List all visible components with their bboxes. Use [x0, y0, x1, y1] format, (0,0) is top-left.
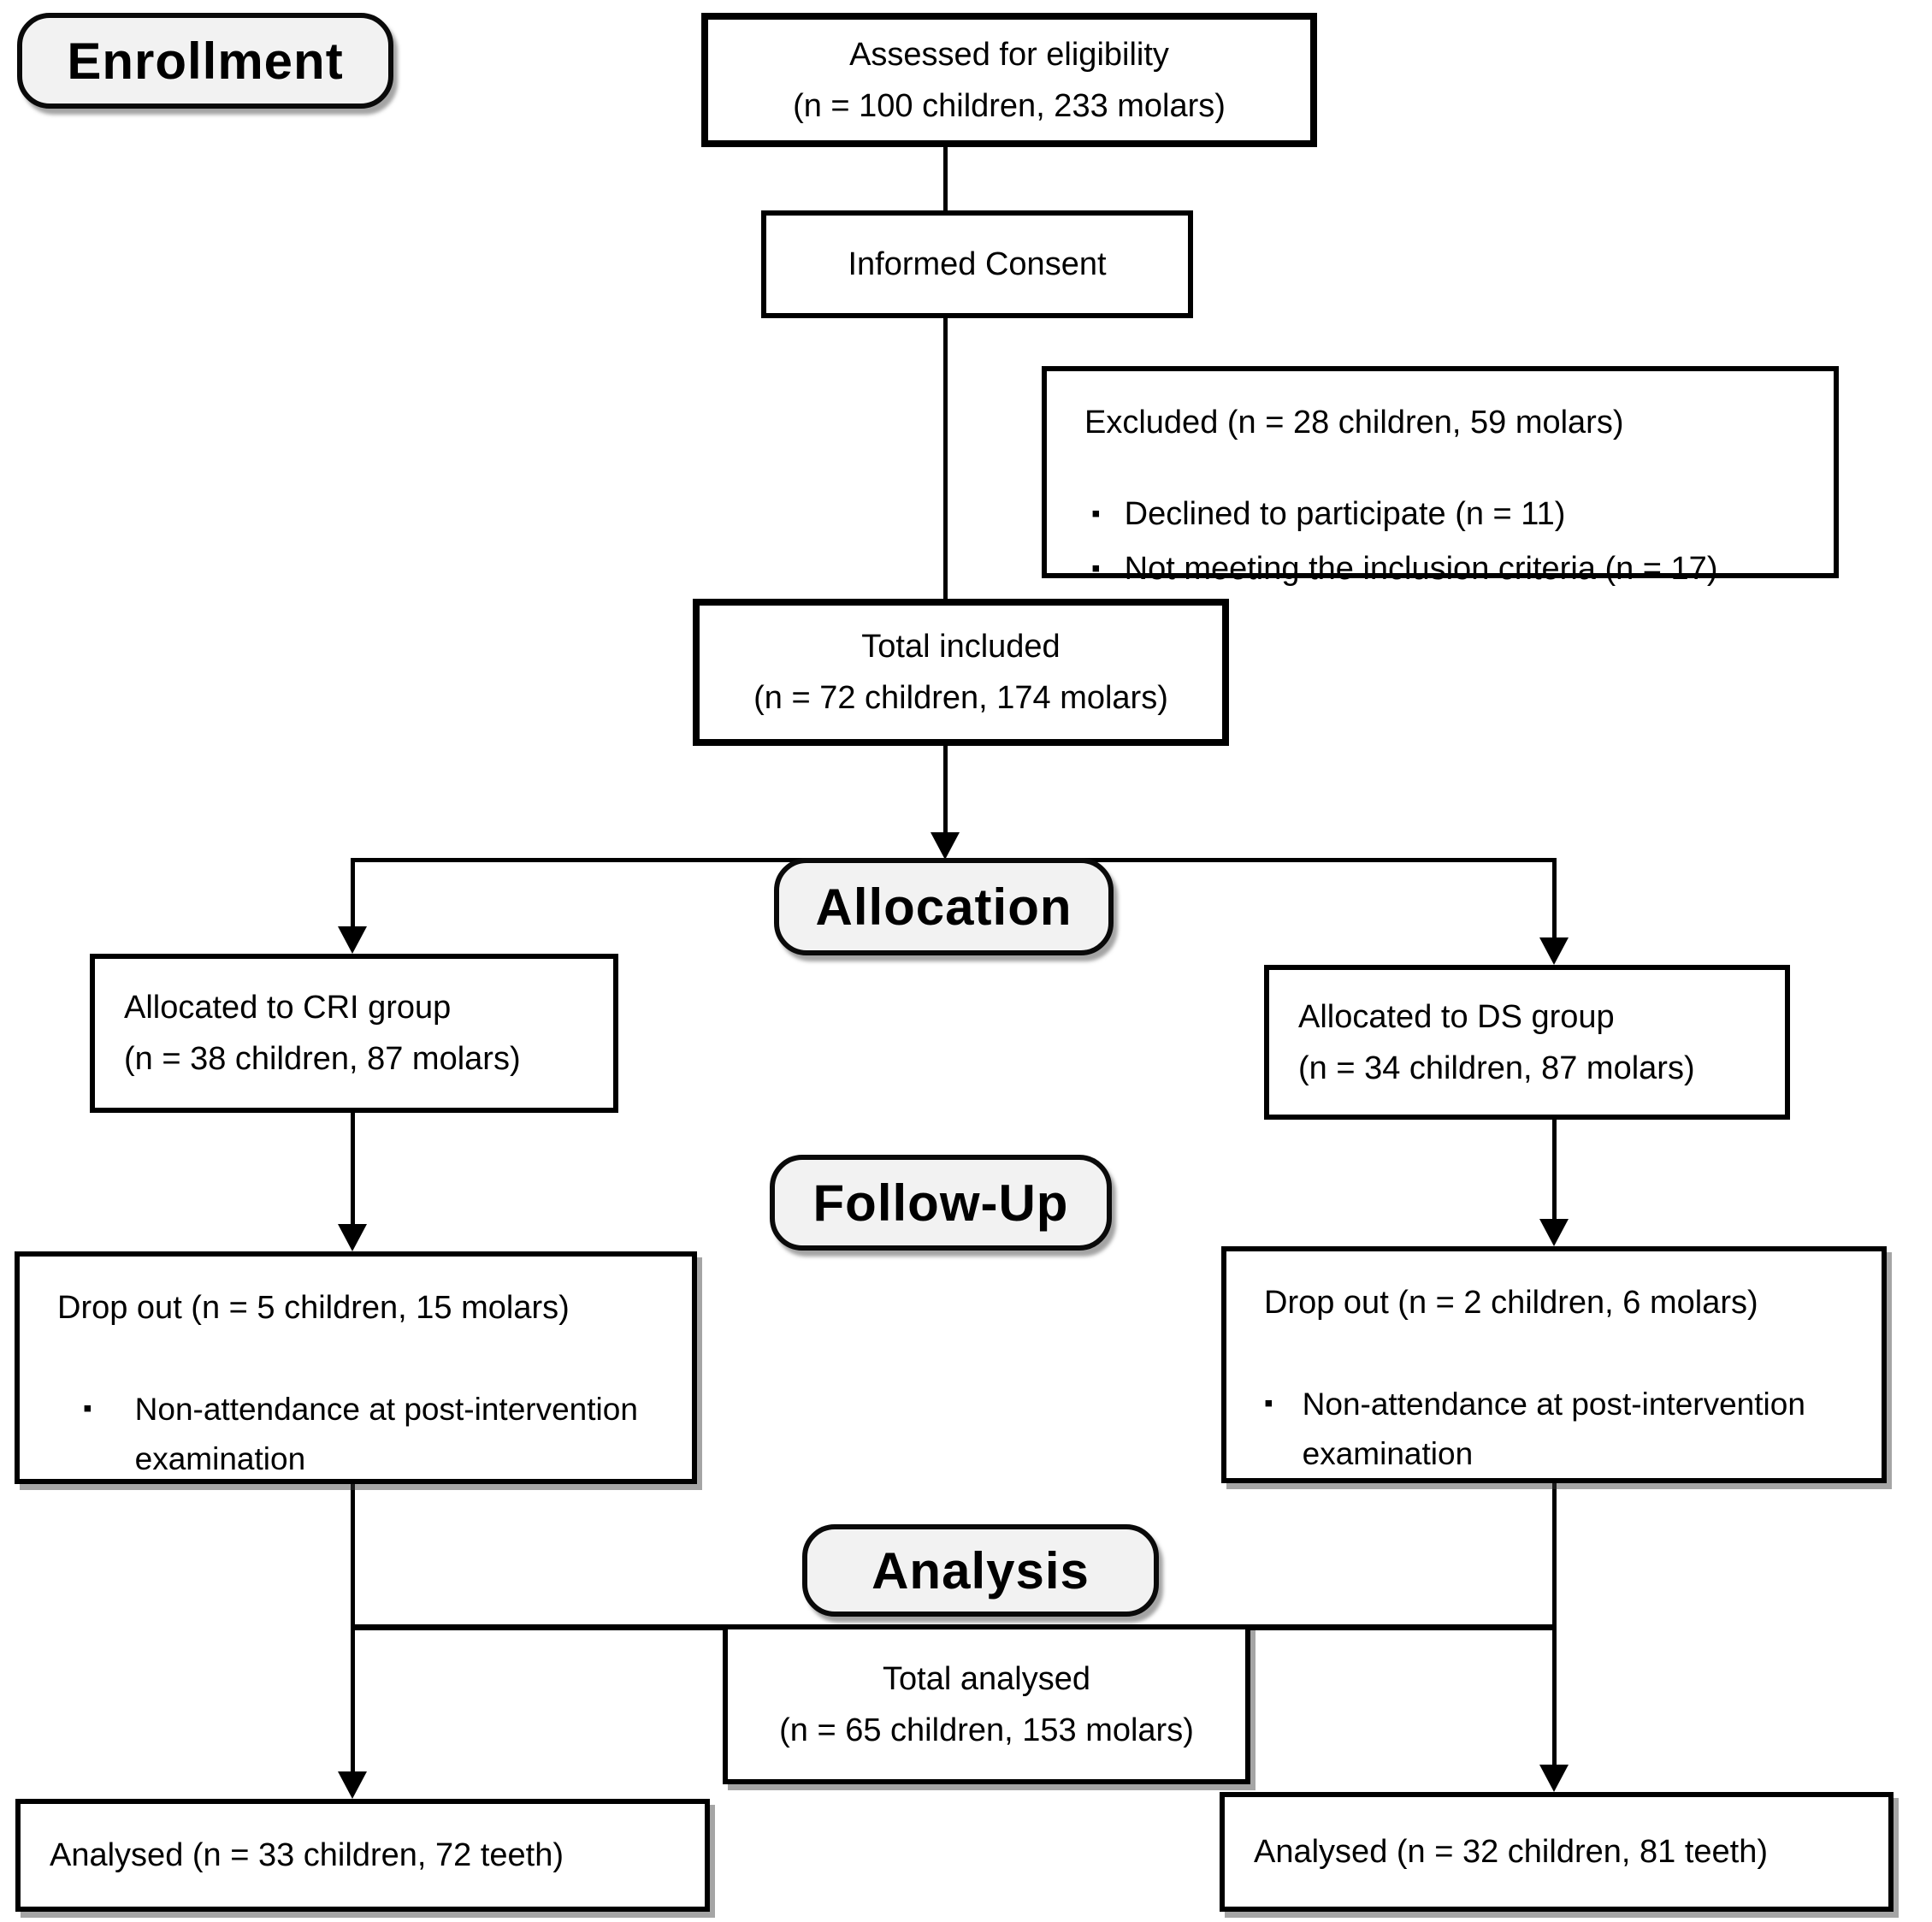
square-bullet-icon: ▪: [1091, 554, 1101, 583]
dropout-ds-content: [1226, 1251, 1882, 1479]
excluded-box: [1042, 366, 1839, 587]
dropout-cri-content: [20, 1257, 692, 1484]
excluded-bullet-criteria: [1084, 544, 1817, 594]
connector-ds-to-dropout: [1552, 1118, 1557, 1221]
excluded-title: Excluded (n = 28 children, 59 molars): [1084, 405, 1624, 441]
arrow-down-icon: [338, 1771, 367, 1799]
phase-label-follow-up: [770, 1155, 1112, 1251]
excluded-bullet-declined-text: Declined to participate (n = 11): [1124, 496, 1566, 532]
total-included-line-2: (n = 72 children, 174 molars): [753, 680, 1168, 716]
arrow-down-icon: [1539, 1765, 1569, 1792]
arrow-down-icon: [1539, 1219, 1569, 1246]
analysed-cri-text: Analysed (n = 33 children, 72 teeth): [50, 1837, 564, 1873]
phase-label-analysis-text: Analysis: [871, 1541, 1090, 1600]
phase-label-analysis: [802, 1524, 1159, 1617]
dropout-ds-bullet-text: Non-attendance at post-intervention examination: [1302, 1387, 1805, 1471]
dropout-cri-box: [15, 1251, 697, 1484]
square-bullet-icon: ▪: [1264, 1389, 1273, 1417]
dropout-cri-bullet: [57, 1385, 675, 1484]
assessed-for-eligibility-box: [701, 13, 1317, 147]
connector-split-to-cri: [351, 860, 355, 928]
phase-label-follow-up-text: Follow-Up: [812, 1174, 1069, 1232]
phase-label-enrollment-text: Enrollment: [67, 32, 344, 90]
connector-included-to-allocation: [943, 744, 948, 834]
arrow-down-icon: [931, 832, 960, 860]
dropout-cri-bullet-text: Non-attendance at post-intervention examination: [134, 1392, 638, 1476]
total-analysed-line-1: Total analysed: [883, 1660, 1090, 1697]
informed-consent-text: Informed Consent: [848, 246, 1107, 282]
allocated-cri-line-1: Allocated to CRI group: [124, 990, 452, 1026]
informed-consent-box: [761, 210, 1193, 318]
phase-label-allocation: [774, 858, 1114, 955]
arrow-down-icon: [338, 926, 367, 954]
dropout-ds-box: [1221, 1246, 1887, 1483]
excluded-content: [1047, 371, 1834, 594]
total-included-box: [693, 599, 1229, 746]
allocated-cri-box: [90, 954, 618, 1113]
analysed-cri-box: [15, 1799, 710, 1912]
assessed-line-2: (n = 100 children, 233 molars): [793, 87, 1226, 124]
total-analysed-line-2: (n = 65 children, 153 molars): [779, 1712, 1194, 1748]
phase-label-allocation-text: Allocation: [815, 878, 1072, 936]
total-included-line-1: Total included: [861, 629, 1061, 665]
allocated-ds-line-2: (n = 34 children, 87 molars): [1298, 1050, 1695, 1086]
connector-split-to-ds: [1552, 860, 1557, 939]
square-bullet-icon: ▪: [83, 1394, 92, 1422]
excluded-bullet-declined: [1084, 489, 1817, 539]
dropout-cri-title: Drop out (n = 5 children, 15 molars): [57, 1290, 570, 1326]
connector-consent-to-included: [943, 316, 948, 600]
dropout-ds-bullet: [1264, 1380, 1864, 1479]
assessed-line-1: Assessed for eligibility: [849, 36, 1169, 73]
analysed-ds-text: Analysed (n = 32 children, 81 teeth): [1254, 1834, 1768, 1870]
excluded-bullet-criteria-text: Not meeting the inclusion criteria (n = 17): [1124, 551, 1718, 587]
square-bullet-icon: ▪: [1091, 500, 1101, 528]
arrow-down-icon: [338, 1224, 367, 1251]
total-analysed-box: [723, 1624, 1250, 1784]
dropout-ds-title: Drop out (n = 2 children, 6 molars): [1264, 1285, 1758, 1321]
arrow-down-icon: [1539, 937, 1569, 965]
allocated-ds-box: [1264, 965, 1790, 1120]
phase-label-enrollment: [17, 13, 393, 109]
allocated-cri-line-2: (n = 38 children, 87 molars): [124, 1041, 521, 1077]
connector-cri-to-dropout: [351, 1111, 355, 1226]
connector-assessed-to-consent: [943, 144, 948, 212]
analysed-ds-box: [1220, 1792, 1894, 1912]
allocated-ds-line-1: Allocated to DS group: [1298, 998, 1615, 1035]
